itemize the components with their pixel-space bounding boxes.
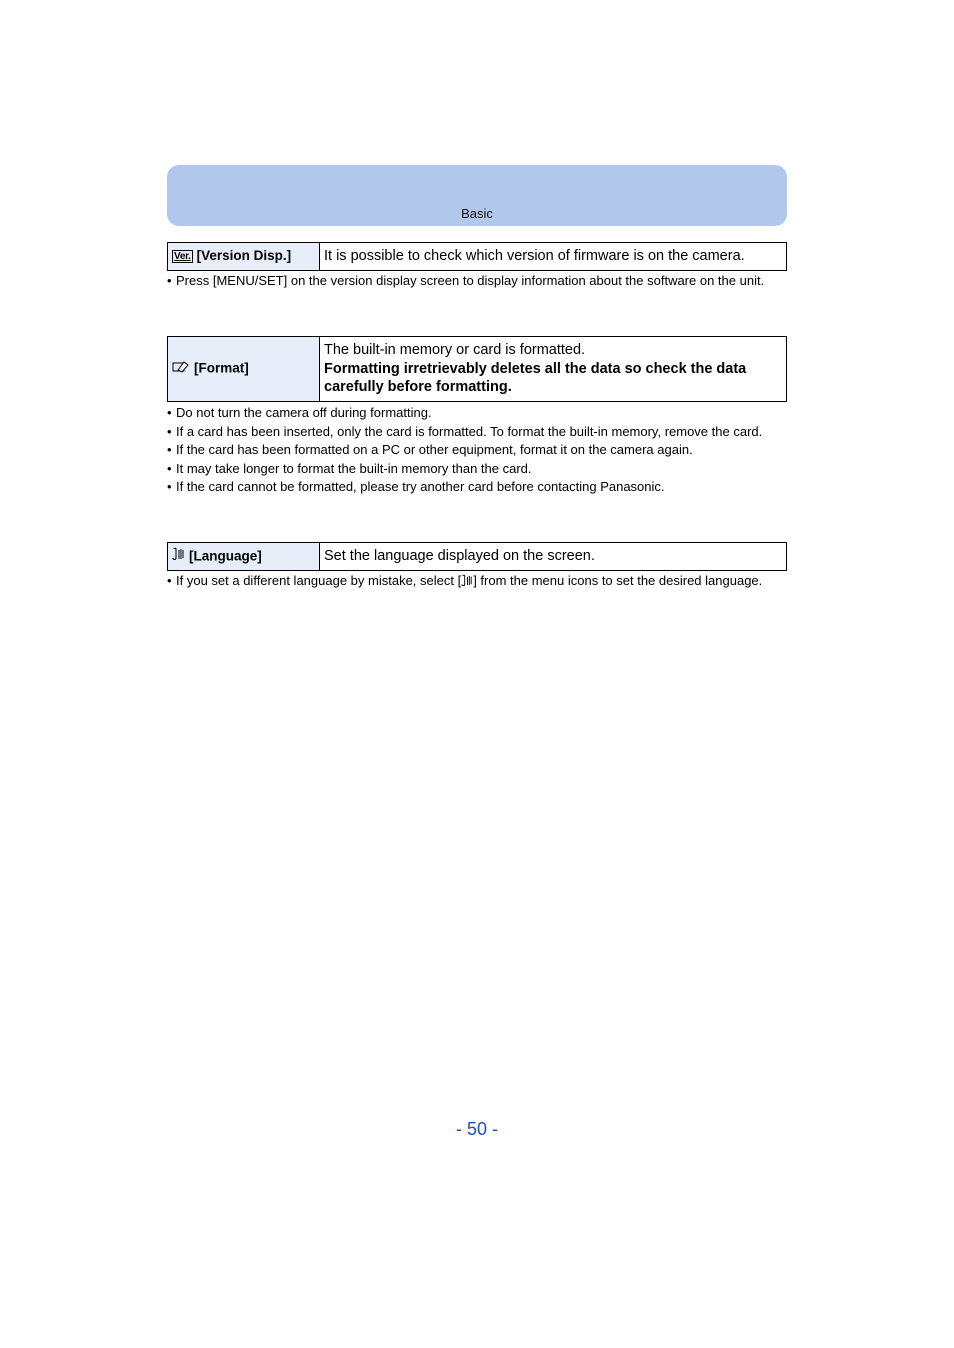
language-table <box>167 542 787 571</box>
list-item: • It may take longer to format the built-in memory than the card. <box>167 460 532 476</box>
list-item: • If you set a different language by mistake, select [ ] from the menu icons to set the desired language. <box>167 572 782 593</box>
format-label-cell <box>168 337 320 402</box>
version-disp-label-cell <box>168 243 320 271</box>
section-header-band <box>167 165 787 226</box>
list-item: • Do not turn the camera off during formatting. <box>167 405 432 420</box>
language-notes <box>167 572 782 593</box>
page-number: - 50 - <box>455 1119 498 1139</box>
format-eraser-icon <box>172 359 190 379</box>
format-label: [Format] <box>194 360 249 376</box>
list-item: • If a card has been inserted, only the card is formatted. To format the built-in memory, remove the card. <box>167 423 763 439</box>
format-notes <box>167 404 782 497</box>
format-warning: Formatting irretrievably deletes all the data so check the data carefully before formatting. <box>324 360 747 396</box>
version-disp-label: [Version Disp.] <box>196 248 292 264</box>
version-disp-description: It is possible to check which version of firmware is on the camera. <box>320 243 787 271</box>
version-disp-table <box>167 242 787 271</box>
version-disp-notes <box>167 272 782 291</box>
section-title: Basic <box>461 206 493 221</box>
format-description: The built-in memory or card is formatted. <box>324 342 586 359</box>
version-icon: Ver. <box>174 251 191 263</box>
list-item: • Press [MENU/SET] on the version display screen to display information about the software on the unit. <box>167 273 765 288</box>
format-table <box>167 336 787 402</box>
language-inline-icon <box>461 574 473 593</box>
language-icon <box>172 547 185 567</box>
list-item: • If the card cannot be formatted, please try another card before contacting Panasonic. <box>167 479 665 494</box>
language-label-cell <box>168 543 320 571</box>
language-description: Set the language displayed on the screen. <box>320 543 787 571</box>
list-item: • If the card has been formatted on a PC or other equipment, format it on the camera again. <box>167 442 693 457</box>
format-description-cell <box>320 337 787 402</box>
language-label: [Language] <box>189 548 262 564</box>
